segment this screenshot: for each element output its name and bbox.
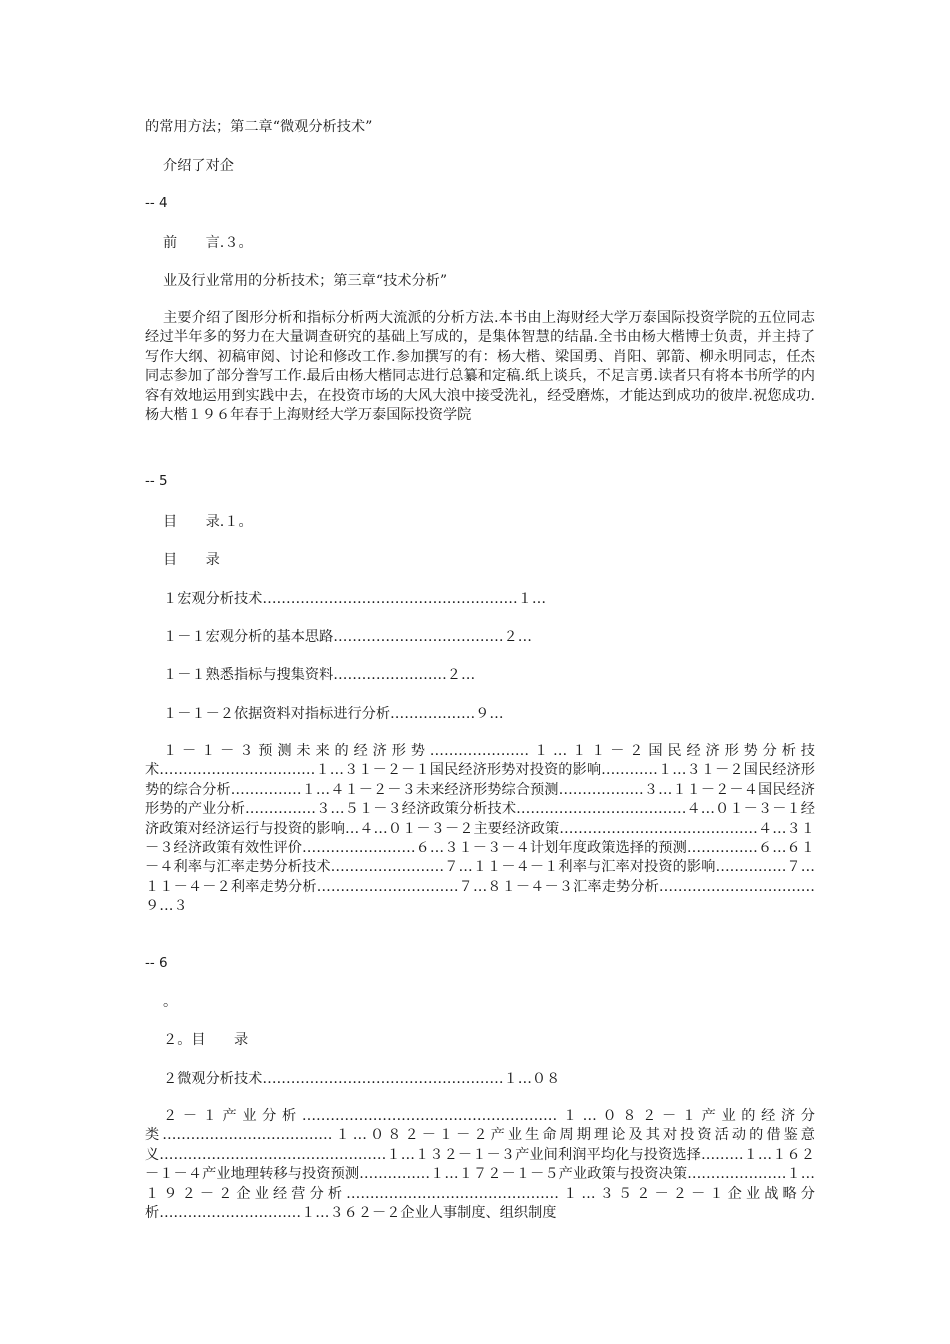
heading-contents: 目 录 — [163, 552, 220, 568]
heading-contents: 目 录.１。 — [163, 514, 253, 530]
toc-entry: １－１－２依据资料对指标进行分析………………９… — [163, 706, 504, 722]
toc-entry: １－１宏观分析的基本思路………………………………２… — [163, 629, 532, 645]
toc-entry: １宏观分析技术………………………………………………１… — [163, 591, 547, 607]
toc-paragraph: ２－１产业分析………………………………………………１…０８２－１产业的经济分类………………………………１…０８２－１－２产业生命周期理论及其对投资活动的借鉴意义…………………………………………１…１３２－１－３产业间利润平均化与投资选择………１…１６２－１－４产业地理转移与投资预测……………１…１７２－１－５产业政策与投资决策…………………１…１９２－２企业经营分析………………………………………１…３５２－２－１企业战略分析…………………………１…３６２－２企业人事制度、组织制度 — [145, 1108, 815, 1222]
text-line: 的常用方法；第二章“微观分析技术” — [145, 119, 373, 135]
heading-preface: 前 言.３。 — [163, 235, 253, 251]
toc-entry: ２微观分析技术……………………………………………１…０８ — [163, 1071, 561, 1087]
toc-paragraph: １－１－３预测未来的经济形势…………………１…１１－２国民经济形势分析技术……………………………１…３１－２－１国民经济形势对投资的影响…………１…３１－２国民经济形势的综合分析……………１…４１－２－３未来经济形势综合预测………………３…１１－２－４国民经济形势的产业分析……………３…５１－３经济政策分析技术………………………………４…０１－３－１经济政策对经济运行与投资的影响…４…０１－３－２主要经济政策……………………………………４…３１－３经济政策有效性评价……………………６…３１－３－４计划年度政策选择的预测……………６…６１－４利率与汇率走势分析技术……………………７…１１－４－１利率与汇率对投资的影响……………７…１１－４－２利率走势分析…………………………７…８１－４－３汇率走势分析……………………………９…３ — [145, 743, 815, 915]
toc-entry: １－１熟悉指标与搜集资料……………………２… — [163, 667, 476, 683]
heading-contents: ２。目 录 — [163, 1032, 249, 1048]
page-separator: -- 6 — [145, 955, 168, 971]
text-line: 介绍了对企 — [163, 158, 234, 174]
page-separator: -- 4 — [145, 195, 168, 211]
text-line: 。 — [163, 994, 178, 1010]
text-line: 业及行业常用的分析技术；第三章“技术分析” — [163, 273, 448, 289]
paragraph-preface: 主要介绍了图形分析和指标分析两大流派的分析方法.本书由上海财经大学万泰国际投资学院的五位同志经过半年多的努力在大量调查研究的基础上写成的，是集体智慧的结晶.全书由杨大楷博士负责，并主持了写作大纲、初稿审阅、讨论和修改工作.参加撰写的有：杨大楷、梁国勇、肖阳、郭箭、柳永明同志，任杰同志参加了部分誊写工作.最后由杨大楷同志进行总纂和定稿.纸上谈兵，不足言勇.读者只有将本书所学的内容有效地运用到实践中去，在投资市场的大风大浪中接受洗礼，经受磨炼，才能达到成功的彼岸.祝您成功.杨大楷１９６年春于上海财经大学万泰国际投资学院 — [145, 310, 815, 424]
page-separator: -- 5 — [145, 473, 168, 489]
